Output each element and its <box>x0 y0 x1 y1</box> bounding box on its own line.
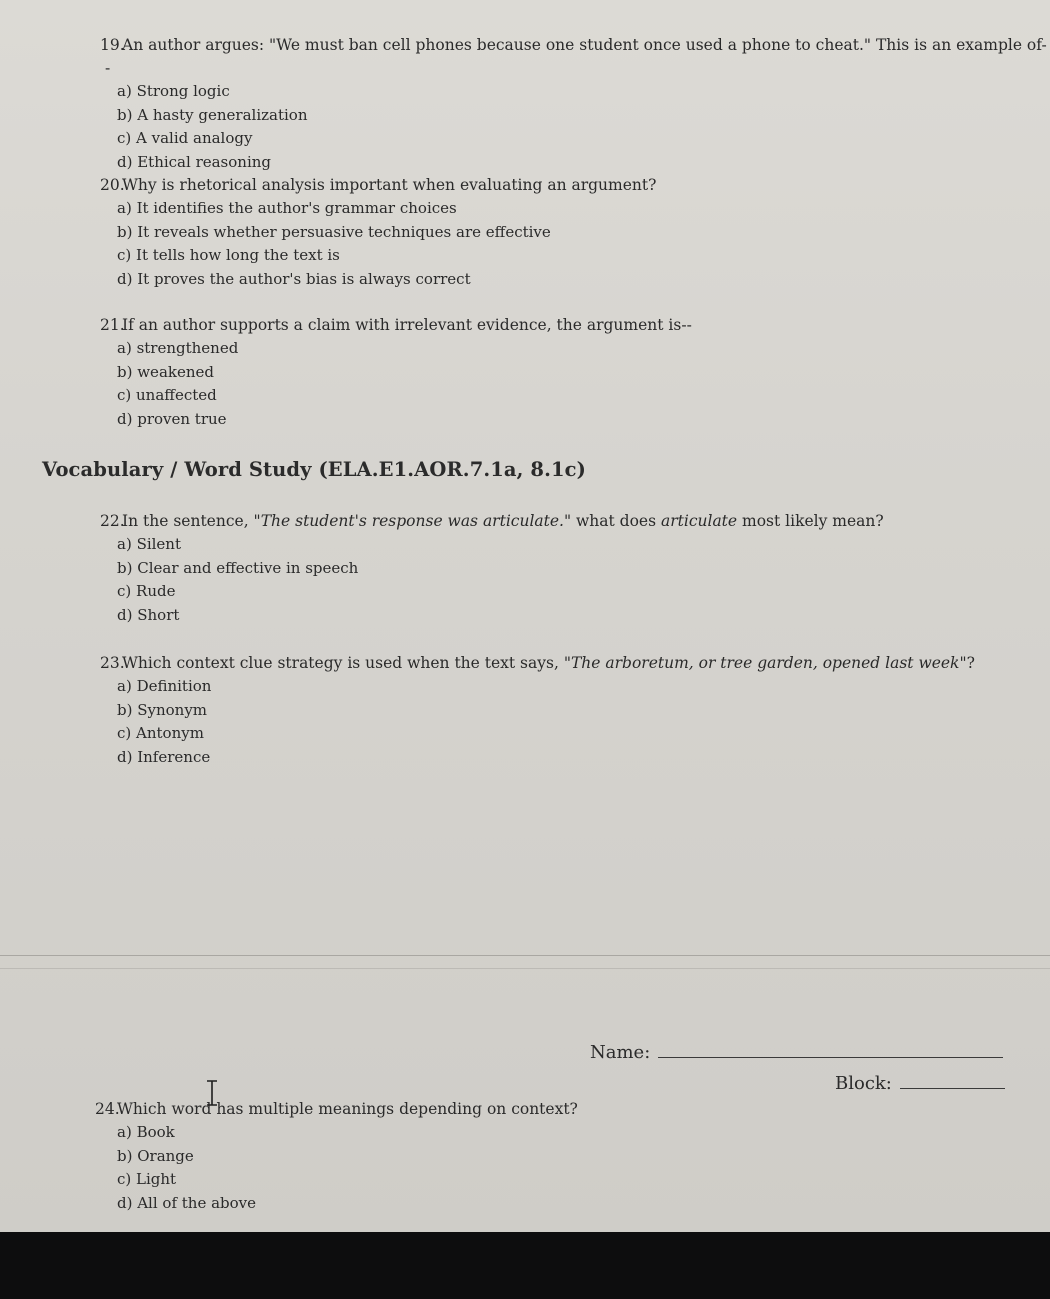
block-field[interactable] <box>835 1073 1005 1094</box>
answer-option-b[interactable]: b) It reveals whether persuasive techniques are effective <box>117 222 551 241</box>
answer-option-b[interactable]: b) Orange <box>117 1146 194 1165</box>
answer-option-a[interactable]: a) strengthened <box>117 339 239 357</box>
answer-option-b[interactable]: b) A hasty generalization <box>117 105 308 124</box>
question-number: 20. <box>100 176 125 194</box>
question-20 <box>100 174 657 291</box>
question-stem: If an author supports a claim with irrelevant evidence, the argument is-- <box>122 316 692 334</box>
answer-option-c[interactable]: c) A valid analogy <box>117 129 253 147</box>
answer-option-a[interactable]: a) Silent <box>117 535 181 553</box>
question-number: 24. <box>95 1100 120 1118</box>
answer-option-d[interactable]: d) It proves the author's bias is always correct <box>117 269 471 288</box>
question-stem: Why is rhetorical analysis important when evaluating an argument? <box>122 176 657 194</box>
quoted-sentence: The student's response was articulate. <box>260 512 564 530</box>
monitor-bezel <box>0 1232 1050 1299</box>
name-field[interactable] <box>590 1042 1003 1063</box>
page-break-line <box>0 955 1050 956</box>
answer-option-a[interactable]: a) Definition <box>117 677 212 695</box>
question-stem-part: Which context clue strategy is used when the text says, " <box>122 654 571 672</box>
answer-option-d[interactable]: d) Inference <box>117 747 211 766</box>
answer-option-d[interactable]: d) All of the above <box>117 1193 257 1212</box>
answer-option-c[interactable]: c) Light <box>117 1170 177 1188</box>
block-blank[interactable] <box>900 1088 1005 1089</box>
answer-option-c[interactable]: c) unaffected <box>117 386 217 404</box>
page-break-line <box>0 968 1050 969</box>
quoted-sentence: The arboretum, or tree garden, opened last week <box>570 654 960 672</box>
answer-option-d[interactable]: d) proven true <box>117 409 227 428</box>
question-number: 21. <box>100 316 125 334</box>
answer-option-d[interactable]: d) Ethical reasoning <box>117 152 272 171</box>
answer-option-d[interactable]: d) Short <box>117 605 180 624</box>
answer-option-b[interactable]: b) weakened <box>117 362 214 381</box>
question-stem: An author argues: "We must ban cell phones because one student once used a phone to cheat." This is an example of-- <box>105 36 1047 77</box>
answer-option-b[interactable]: b) Clear and effective in speech <box>117 558 359 577</box>
answer-option-a[interactable]: a) It identifies the author's grammar choices <box>117 199 457 217</box>
question-stem-part: In the sentence, " <box>122 512 261 530</box>
question-stem-part: "? <box>959 654 975 672</box>
question-stem-part: most likely mean? <box>737 512 884 530</box>
question-19 <box>100 34 1050 174</box>
target-word: articulate <box>660 512 738 530</box>
answer-option-c[interactable]: c) Rude <box>117 582 176 600</box>
question-24 <box>95 1098 578 1215</box>
answer-option-c[interactable]: c) It tells how long the text is <box>117 246 340 264</box>
question-23 <box>100 652 975 769</box>
answer-option-a[interactable]: a) Strong logic <box>117 82 230 100</box>
answer-option-b[interactable]: b) Synonym <box>117 700 208 719</box>
question-stem: Which word has multiple meanings depending on context? <box>117 1100 578 1118</box>
text-cursor-icon <box>206 1080 218 1106</box>
question-stem-part: " what does <box>563 512 661 530</box>
question-number: 22. <box>100 512 125 530</box>
answer-option-c[interactable]: c) Antonym <box>117 724 204 742</box>
section-heading: Vocabulary / Word Study (ELA.E1.AOR.7.1a, 8.1c) <box>42 458 586 481</box>
question-number: 19. <box>100 36 125 54</box>
block-label: Block: <box>835 1073 892 1094</box>
question-number: 23. <box>100 654 125 672</box>
name-blank[interactable] <box>658 1057 1003 1058</box>
question-21 <box>100 314 692 431</box>
answer-option-a[interactable]: a) Book <box>117 1123 175 1141</box>
question-22 <box>100 510 884 627</box>
name-label: Name: <box>590 1042 651 1063</box>
